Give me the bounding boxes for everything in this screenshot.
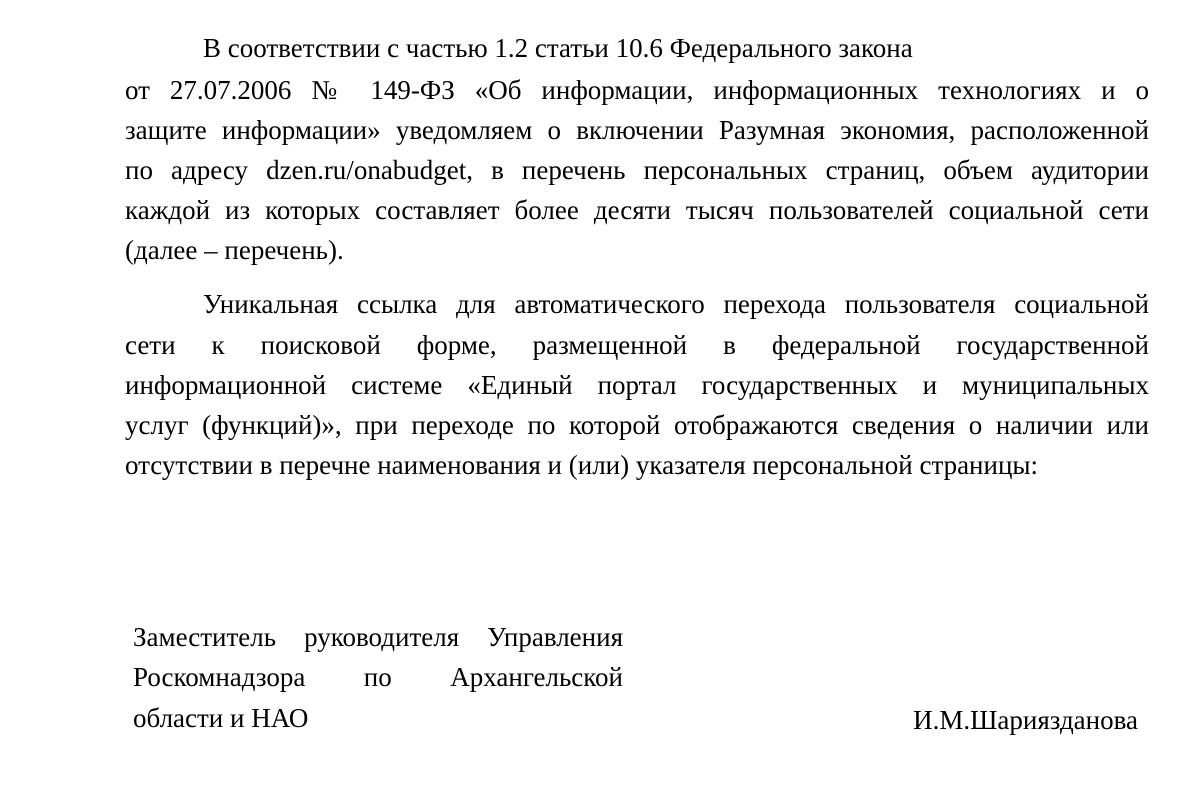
signatory-position-line: Заместитель руководителя Управления [133, 622, 623, 652]
paragraph-line: от 27.07.2006 № 149-ФЗ «Об информации, информационных технологиях и о [125, 75, 1149, 105]
signatory-position-line: Роскомнадзора по Архангельской [133, 662, 623, 692]
paragraph-line: сети к поисковой форме, размещенной в федеральной государственной [125, 330, 1149, 360]
paragraph-line: услуг (функций)», при переходе по которой отображаются сведения о наличии или [125, 410, 1149, 440]
paragraph-line: защите информации» уведомляем о включении Разумная экономия, расположенной [125, 115, 1149, 145]
paragraph-line: Уникальная ссылка для автоматического перехода пользователя социальной [203, 289, 1149, 319]
paragraph-line: по адресу dzen.ru/onabudget, в перечень персональных страниц, объем аудитории [125, 155, 1149, 185]
signatory-position-line: области и НАО [133, 703, 309, 733]
paragraph-line: информационной системе «Единый портал государственных и муниципальных [125, 370, 1149, 400]
paragraph-line: (далее – перечень). [125, 235, 344, 265]
paragraph-line: отсутствии в перечне наименования и (или) указателя персональной страницы: [125, 450, 1039, 480]
paragraph-line: каждой из которых составляет более десяти тысяч пользователей социальной сети [125, 195, 1149, 225]
paragraph-line: В соответствии с частью 1.2 статьи 10.6 Федерального закона [203, 33, 913, 63]
signatory-name: И.М.Шариязданова [913, 705, 1138, 735]
